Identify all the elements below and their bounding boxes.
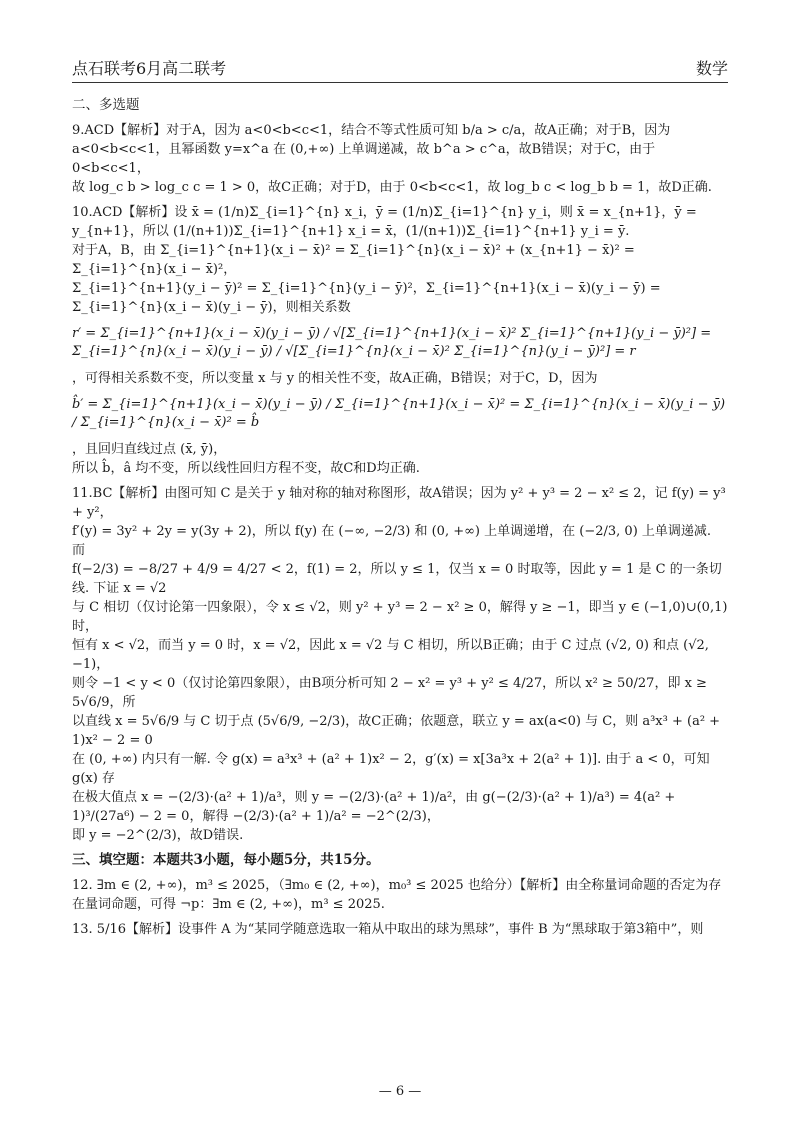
q10-line-6: 所以 b̂，â 均不变，所以线性回归方程不变，故C和D均正确. (72, 461, 420, 476)
q11-line-3: f(−2/3) = −8/27 + 4/9 = 4/27 < 2，f(1) = 2，所以 y ≤ 1，仅当 x = 0 时取等，因此 y = 1 是 C 的一条切线. 下证 x = √2 (72, 562, 722, 596)
q9-line-3: 故 log_c b > log_c c = 1 > 0，故C正确；对于D，由于 0<b<c<1，故 log_b c < log_b b = 1，故D正确. (72, 180, 712, 195)
subject-label: 数学 (695, 59, 728, 78)
exam-title: 点石联考6月高二联考 (72, 59, 227, 78)
q11-line-10: 即 y = −2^(2/3)，故D错误. (72, 828, 244, 843)
q10-line-5: ，且回归直线过点 (x̄, ȳ)， (72, 442, 227, 457)
page-number: — 6 — (378, 1084, 422, 1099)
page-header (72, 56, 728, 83)
question-10-solution (72, 203, 728, 478)
q9-line-2: a<0<b<c<1，且幂函数 y=x^a 在 (0,+∞) 上单调递减，故 b^a > c^a，故B错误；对于C，由于 0<b<c<1， (72, 142, 656, 176)
q10-line-2: 对于A，B，由 Σ_{i=1}^{n+1}(x_i − x̄)² = Σ_{i=1}^{n}(x_i − x̄)² + (x_{n+1} − x̄)² = Σ_{i=1}^{n}(x_i − x̄)²， (72, 243, 635, 277)
q10-line-1: 10.ACD【解析】设 x̄ = (1/n)Σ_{i=1}^{n} x_i，ȳ = (1/n)Σ_{i=1}^{n} y_i，则 x̄ = x_{n+1}，ȳ = y_{n+1}，所以 (1/(n+1))Σ_{i=1}^{n+1} x_i = x̄，(1/(n+1))Σ_{i=1}^{n+1} y_i = ȳ. (72, 205, 697, 239)
q11-line-2: f′(y) = 3y² + 2y = y(3y + 2)，所以 f(y) 在 (−∞, −2/3) 和 (0, +∞) 上单调递增，在 (−2/3, 0) 上单调递减. 而 (72, 524, 712, 558)
q11-line-5: 恒有 x < √2，而当 y = 0 时，x = √2，因此 x = √2 与 C 相切，所以B正确；由于 C 过点 (√2, 0) 和点 (√2, −1)， (72, 638, 709, 672)
q11-line-8: 在 (0, +∞) 内只有一解. 令 g(x) = a³x³ + (a² + 1)x² − 2，g′(x) = x[3a³x + 2(a² + 1)]. 由于 a < 0，可知 g(x) 存 (72, 752, 710, 786)
q11-line-7: 以直线 x = 5√6/9 与 C 切于点 (5√6/9, −2/3)，故C正确；依题意，联立 y = ax(a<0) 与 C，则 a³x³ + (a² + 1)x² − 2 = 0 (72, 714, 721, 748)
q12-line-1: 12. ∃m ∈ (2, +∞)，m³ ≤ 2025，（∃m₀ ∈ (2, +∞)，m₀³ ≤ 2025 也给分）【解析】由全称量词命题的否定为存 (72, 878, 722, 893)
q12-line-2: 在量词命题，可得 ¬p：∃m ∈ (2, +∞)，m³ ≤ 2025. (72, 897, 385, 912)
q11-line-9: 在极大值点 x = −(2/3)·(a² + 1)/a³，则 y = −(2/3)·(a² + 1)/a²，由 g(−(2/3)·(a² + 1)/a³) = 4(a² + 1)³/(27a⁶) − 2 = 0，解得 −(2/3)·(a² + 1)/a² = −2^(2/3)， (72, 790, 676, 824)
q9-line-1: 9.ACD【解析】对于A，因为 a<0<b<c<1，结合不等式性质可知 b/a > c/a，故A正确；对于B，因为 (72, 123, 671, 138)
q11-line-6: 则令 −1 < y < 0（仅讨论第四象限），由B项分析可知 2 − x² = y³ + y² ≤ 4/27，所以 x² ≥ 50/27，即 x ≥ 5√6/9，所 (72, 676, 707, 710)
q10-correlation-equation: r′ = Σ_{i=1}^{n+1}(x_i − x̄)(y_i − ȳ) / √[Σ_{i=1}^{n+1}(x_i − x̄)² Σ_{i=1}^{n+1}(y_i − ȳ)²] = Σ_{i=1}^{n}(x_i − x̄)(y_i − ȳ) / √[Σ_{i=1}^{n}(x_i − x̄)² Σ_{i=1}^{n}(y_i − ȳ)²] = r (72, 326, 716, 359)
question-13-solution (72, 920, 728, 939)
q10-regression-equation: b̂′ = Σ_{i=1}^{n+1}(x_i − x̄)(y_i − ȳ) / Σ_{i=1}^{n+1}(x_i − x̄)² = Σ_{i=1}^{n}(x_i − x̄)(y_i − ȳ) / Σ_{i=1}^{n}(x_i − x̄)² = b̂ (72, 397, 730, 430)
q11-line-4: 与 C 相切（仅讨论第一四象限），令 x ≤ √2，则 y² + y³ = 2 − x² ≥ 0，解得 y ≥ −1，即当 y ∈ (−1,0)∪(0,1) 时， (72, 600, 728, 634)
q11-line-1: 11.BC【解析】由图可知 C 是关于 y 轴对称的轴对称图形，故A错误；因为 y² + y³ = 2 − x² ≤ 2，记 f(y) = y³ + y²， (72, 486, 726, 520)
document-body (72, 92, 728, 1061)
question-9-solution (72, 121, 728, 197)
q10-line-3: Σ_{i=1}^{n+1}(y_i − ȳ)² = Σ_{i=1}^{n}(y_i − ȳ)²，Σ_{i=1}^{n+1}(x_i − x̄)(y_i − ȳ) = Σ_{i=1}^{n}(x_i − x̄)(y_i − ȳ)，则相关系数 (72, 281, 661, 315)
q13-line-1: 13. 5/16【解析】设事件 A 为“某同学随意选取一箱从中取出的球为黑球”，事件 B 为“黑球取于第3箱中”，则 (72, 922, 704, 937)
section-title-fill-in: 三、填空题：本题共3小题，每小题5分，共15分。 (72, 852, 380, 868)
q10-line-4: ，可得相关系数不变，所以变量 x 与 y 的相关性不变，故A正确，B错误；对于C，D，因为 (72, 371, 598, 386)
section-title-multiple-choice: 二、多选题 (72, 97, 140, 113)
question-11-solution (72, 484, 728, 845)
question-12-solution (72, 876, 728, 914)
